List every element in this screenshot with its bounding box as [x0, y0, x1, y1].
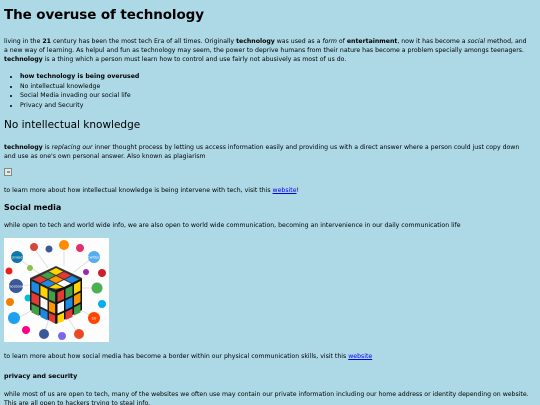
list-item [20, 101, 139, 111]
facebook-bubble-label: facebook [8, 284, 24, 289]
social-text: while open to tech and world wide info, we are also open to world wide communication, becoming an intervenience in our daily communication life [4, 222, 461, 229]
intro-entertainment: entertainment [346, 38, 398, 45]
list-item [20, 82, 139, 92]
list-item [20, 91, 139, 101]
privacy-paragraph [4, 390, 532, 405]
section-heading-social-media: Social media [4, 203, 62, 212]
intro-form: form [322, 38, 337, 45]
broken-image-icon [4, 168, 12, 176]
section-heading-privacy: privacy and security [4, 372, 78, 380]
linkedin-bubble-label: Linked [11, 255, 23, 260]
intro-text: was used as a [274, 38, 323, 45]
intellectual-text: is [42, 144, 52, 151]
twitter-bubble-label: twitter [88, 255, 100, 260]
page-title: The overuse of technology [4, 7, 204, 23]
intro-technology-2: technology [4, 56, 43, 63]
intellectual-link-line [4, 186, 532, 195]
topic-list [4, 72, 139, 110]
intro-text: method, and a new way of learning. As helpul and fun as technology may seem, the power to deprive humans from their nature has become a problem specially amongs teenagers. [4, 38, 527, 54]
intellectual-link-after: ! [296, 187, 300, 194]
privacy-text: while most of us are open to tech, many of the websites we often use may contain our private information including our home address or identity depending on website. This are all open to hackers trying to steal info. [4, 391, 529, 405]
intellectual-text: inner thought process by letting us access information easily and providing us with a direct answer where a person could just copy down and use as one's own personal answer. Also known as plagiarism [4, 144, 520, 160]
intellectual-italic: replacing our [51, 144, 93, 151]
list-item-label: No intellectual knowledge [20, 82, 101, 90]
intro-text: of [336, 38, 347, 45]
rubiks-cube [30, 266, 82, 324]
intro-text: century has been the most tech Era of all times. Originally [51, 38, 237, 45]
list-item-label: Social Media invading our social life [20, 92, 131, 100]
intellectual-paragraph [4, 143, 532, 161]
social-media-cube-image [4, 238, 109, 342]
social-paragraph [4, 221, 532, 230]
list-item-label: how technology is being overused [20, 73, 140, 80]
social-media-cube-graphic [4, 238, 109, 342]
intro-text: is a thing which a person must learn how to control and use fairly not abusively as most of us do. [42, 56, 347, 63]
intro-social: social [467, 38, 486, 45]
intro-century: 21 [42, 38, 51, 45]
intro-text: , now it has become a [397, 38, 468, 45]
su-bubble-label: SU [91, 316, 97, 321]
intellectual-website-link[interactable]: website [272, 187, 297, 194]
intro-paragraph [4, 37, 532, 64]
intro-technology: technology [236, 38, 275, 45]
list-item [20, 72, 139, 82]
intro-text: living in the [4, 38, 43, 45]
social-link-text: to learn more about how social media has become a border within our physical communication skills, visit this [4, 353, 349, 360]
intellectual-technology: technology [4, 144, 43, 151]
social-website-link[interactable]: website [348, 353, 373, 360]
intellectual-link-text: to learn more about how intellectual knowledge is being intervene with tech, visit this [4, 187, 273, 194]
section-heading-intellectual: No intellectual knowledge [4, 119, 141, 131]
social-link-line [4, 352, 532, 361]
list-item-label: Privacy and Security [20, 101, 84, 109]
